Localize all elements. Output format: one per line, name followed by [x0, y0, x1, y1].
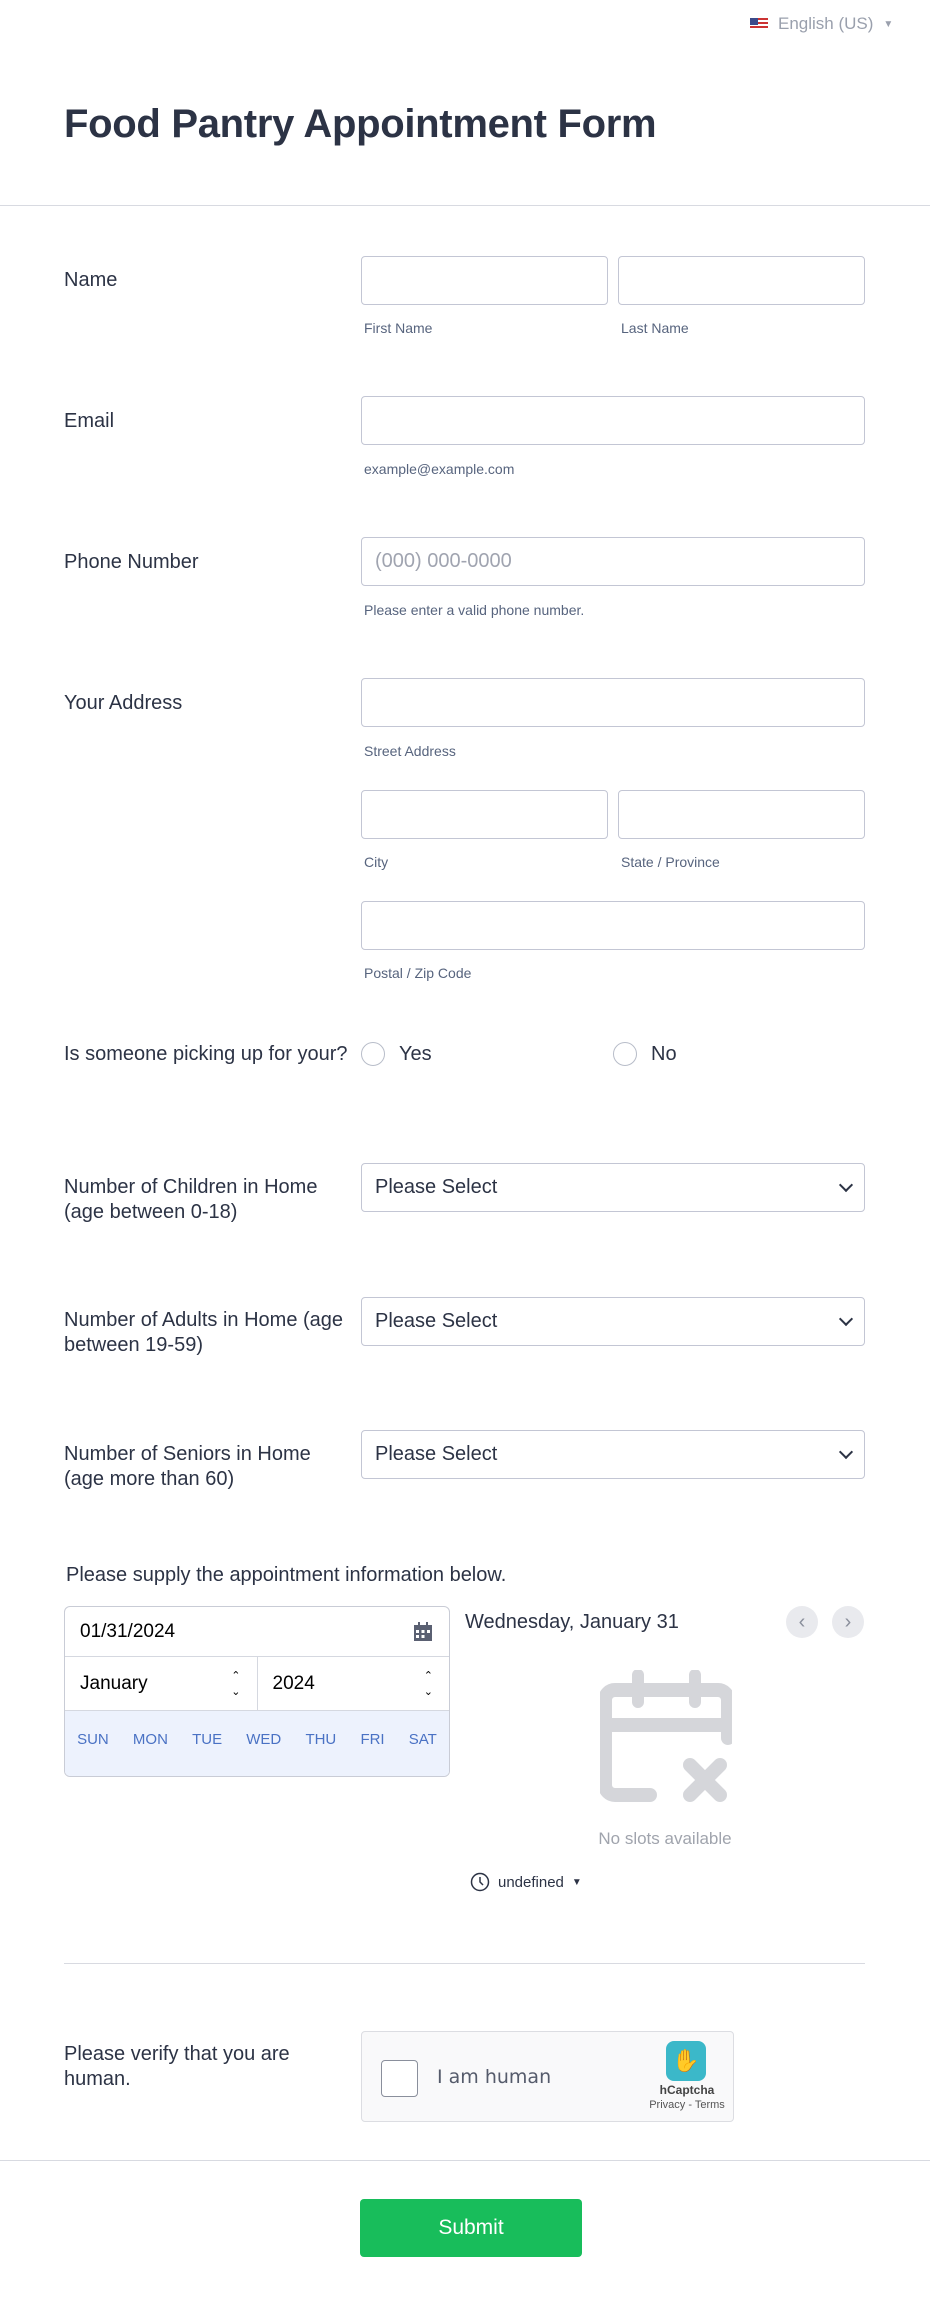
calendar-x-icon [600, 1670, 732, 1815]
captcha-privacy-terms-links[interactable]: Privacy - Terms [649, 2099, 725, 2111]
first-name-sublabel: First Name [364, 320, 433, 336]
chevron-left-icon: ‹ [798, 1610, 806, 1633]
radio-label: No [651, 1042, 677, 1065]
weekday: SUN [77, 1731, 109, 1748]
weekday: FRI [360, 1731, 385, 1748]
email-label: Email [64, 410, 115, 432]
calendar-icon[interactable] [413, 1622, 433, 1642]
chevron-right-icon: › [844, 1610, 852, 1633]
city-sublabel: City [364, 854, 389, 870]
language-label: English (US) [778, 14, 874, 33]
city-input[interactable] [361, 790, 608, 839]
street-sublabel: Street Address [364, 743, 456, 759]
timezone-value: undefined [498, 1873, 564, 1891]
pickup-yes-radio[interactable] [361, 1042, 432, 1066]
captcha-checkbox-label: I am human [437, 2066, 552, 2088]
zip-input[interactable] [361, 901, 865, 950]
next-day-button[interactable] [832, 1606, 864, 1638]
weekday: SAT [408, 1731, 437, 1748]
phone-label: Phone Number [64, 551, 199, 573]
email-input[interactable] [361, 396, 865, 445]
captcha-label: Please verify that you are human. [64, 2043, 290, 2090]
captcha-checkbox[interactable] [381, 2060, 418, 2097]
children-label: Number of Children in Home (age between 0-18) [64, 1176, 318, 1223]
email-sublabel: example@example.com [364, 461, 515, 477]
radio-circle[interactable] [613, 1042, 637, 1066]
zip-sublabel: Postal / Zip Code [364, 965, 472, 981]
year-stepper[interactable] [258, 1657, 450, 1710]
last-name-sublabel: Last Name [621, 320, 689, 336]
seniors-label: Number of Seniors in Home (age more than 60) [64, 1443, 311, 1490]
state-sublabel: State / Province [621, 854, 720, 870]
last-name-input[interactable] [618, 256, 865, 305]
language-selector[interactable] [750, 14, 893, 34]
pickup-label: Is someone picking up for your? [64, 1043, 348, 1065]
page-title: Food Pantry Appointment Form [64, 102, 657, 146]
phone-input[interactable] [361, 537, 865, 586]
state-input[interactable] [618, 790, 865, 839]
weekday: MON [132, 1731, 168, 1748]
select-value: Please Select [375, 1310, 498, 1332]
prev-day-button[interactable] [786, 1606, 818, 1638]
phone-placeholder: (000) 000-0000 [375, 550, 512, 572]
first-name-input[interactable] [361, 256, 608, 305]
weekday-header [65, 1711, 449, 1777]
radio-circle[interactable] [361, 1042, 385, 1066]
seniors-select[interactable] [361, 1430, 865, 1479]
month-value: January [80, 1672, 148, 1694]
hcaptcha-widget [361, 2031, 734, 2122]
section-divider [64, 1963, 865, 1964]
appointment-heading: Please supply the appointment information below. [66, 1564, 507, 1586]
submit-button[interactable]: Submit [360, 2199, 582, 2257]
caret-down-icon: ▼ [571, 1876, 582, 1888]
hcaptcha-logo-icon: ✋ [666, 2041, 706, 2081]
phone-sublabel: Please enter a valid phone number. [364, 602, 585, 618]
hcaptcha-brand: hCaptcha [659, 2083, 715, 2097]
up-down-arrows-icon[interactable]: ⌃ ⌄ [231, 1669, 241, 1698]
date-picker [64, 1606, 450, 1777]
timezone-selector[interactable] [470, 1872, 582, 1892]
name-label: Name [64, 269, 118, 291]
address-label: Your Address [64, 692, 183, 714]
chevron-down-icon [839, 1177, 853, 1191]
radio-label: Yes [399, 1042, 432, 1065]
clock-icon [470, 1872, 490, 1892]
month-stepper[interactable] [65, 1657, 258, 1710]
footer-divider [0, 2160, 930, 2161]
street-input[interactable] [361, 678, 865, 727]
caret-down-icon: ▼ [883, 18, 894, 30]
date-value: 01/31/2024 [80, 1620, 176, 1642]
us-flag-icon [750, 18, 768, 30]
weekday: TUE [192, 1731, 223, 1748]
select-value: Please Select [375, 1176, 498, 1198]
adults-select[interactable] [361, 1297, 865, 1346]
weekday: THU [305, 1731, 337, 1748]
chevron-down-icon [839, 1311, 853, 1325]
pickup-no-radio[interactable] [613, 1042, 677, 1066]
year-value: 2024 [272, 1672, 315, 1694]
adults-label: Number of Adults in Home (age between 19-59) [64, 1309, 344, 1356]
date-input[interactable] [65, 1607, 449, 1657]
selected-date-label: Wednesday, January 31 [465, 1611, 679, 1633]
children-select[interactable] [361, 1163, 865, 1212]
no-slots-text: No slots available [598, 1829, 732, 1848]
weekday: WED [246, 1731, 282, 1748]
header-divider [0, 205, 930, 206]
chevron-down-icon [839, 1444, 853, 1458]
up-down-arrows-icon[interactable]: ⌃ ⌄ [423, 1669, 433, 1698]
select-value: Please Select [375, 1443, 498, 1465]
